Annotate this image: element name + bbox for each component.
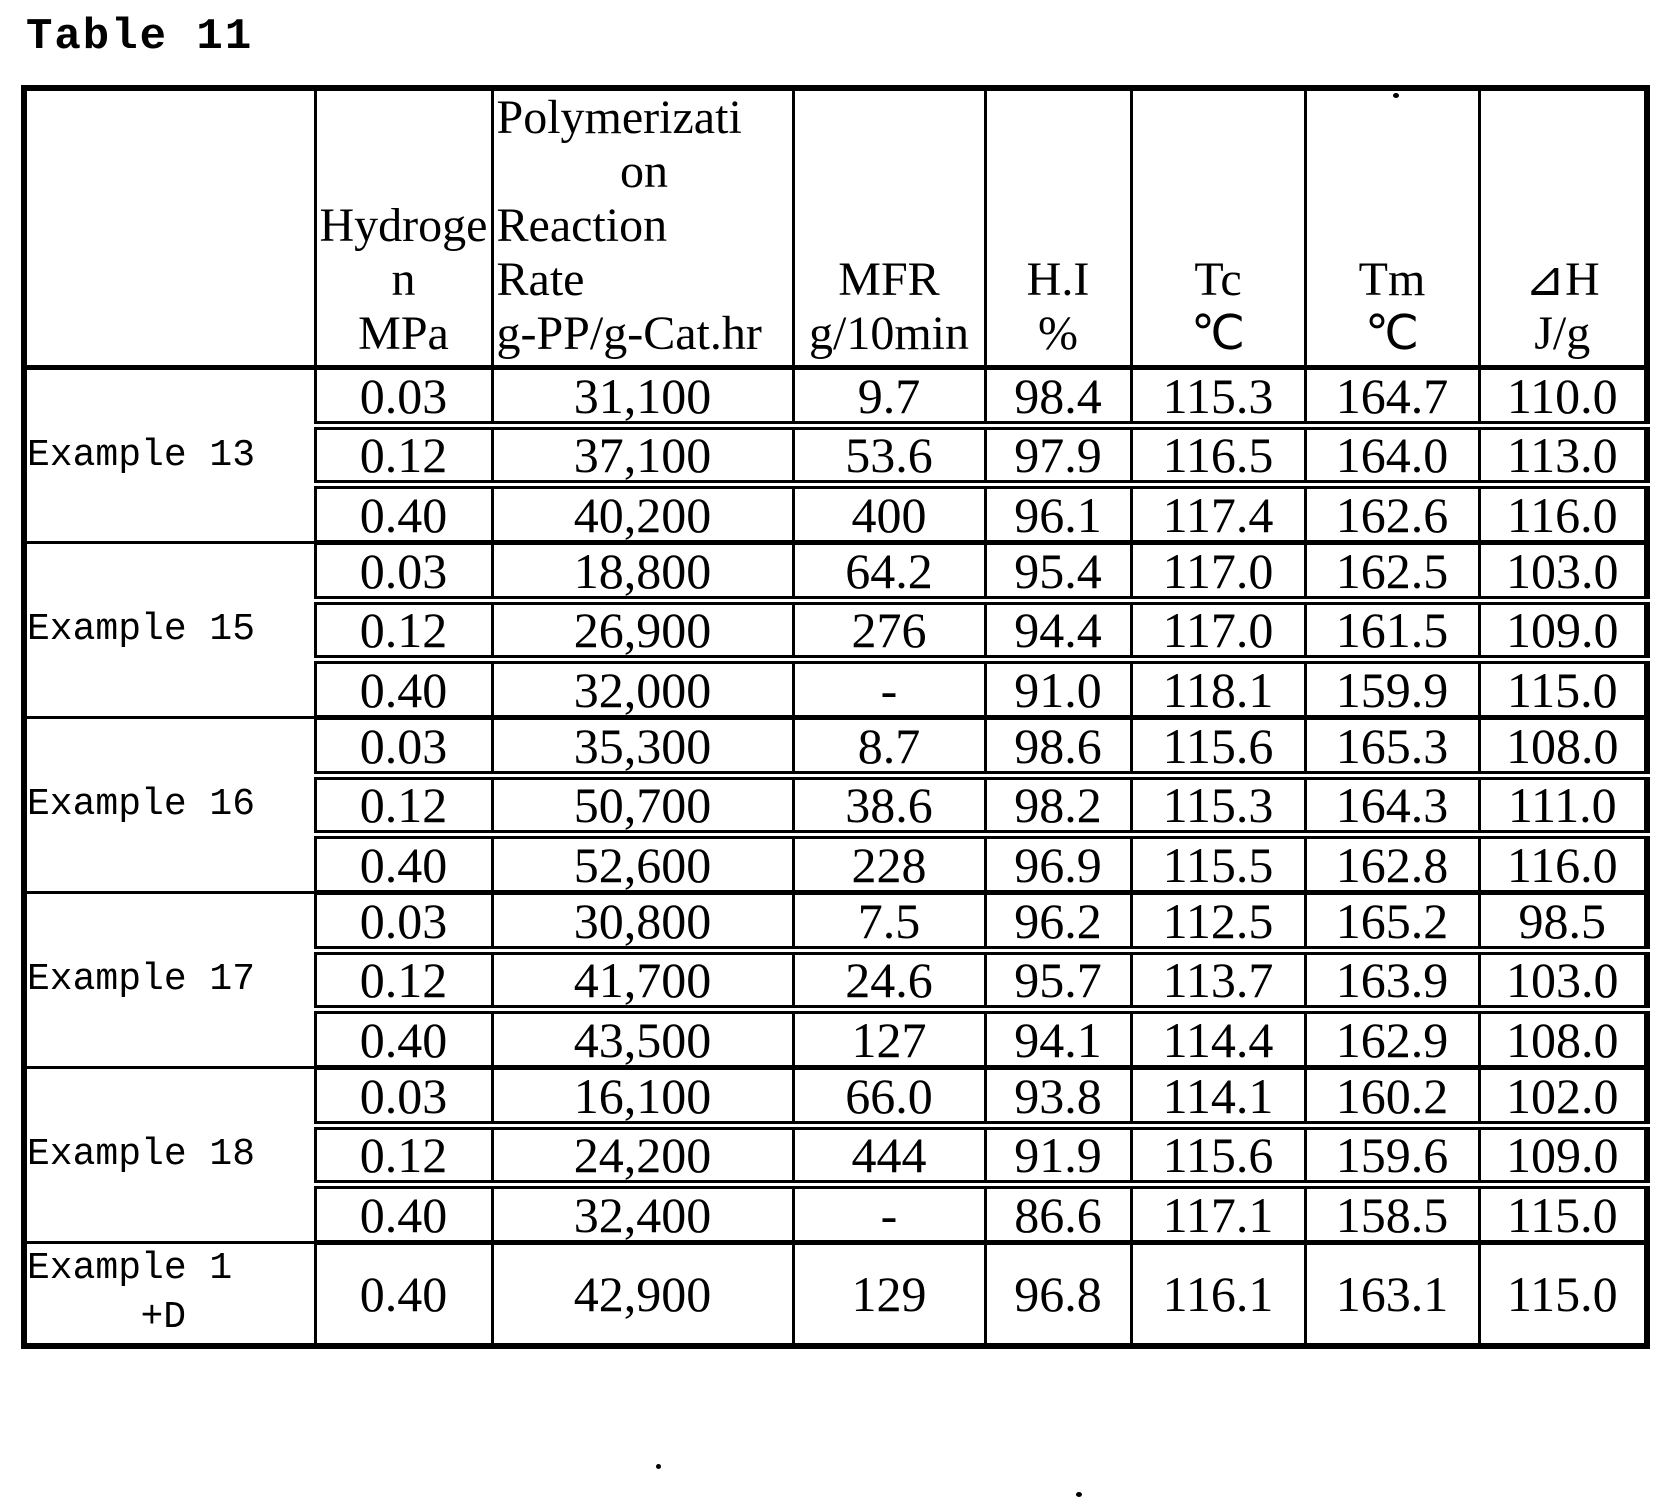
results-table xyxy=(21,85,1650,1349)
data-cell: 95.7 xyxy=(985,951,1131,1010)
data-cell: 0.40 xyxy=(315,485,492,543)
table-row xyxy=(24,543,1647,601)
row-group-label-text: Example 15 xyxy=(27,608,256,652)
data-cell: 26,900 xyxy=(492,601,793,660)
data-cell: 111.0 xyxy=(1479,776,1647,835)
data-cell: 159.6 xyxy=(1305,1126,1479,1185)
data-cell: 158.5 xyxy=(1305,1185,1479,1243)
data-cell: 116.1 xyxy=(1131,1243,1305,1346)
data-cell: 53.6 xyxy=(793,426,985,485)
data-cell: 64.2 xyxy=(793,543,985,601)
header-line: Reaction xyxy=(496,199,668,252)
header-unit: g-PP/g-Cat.hr xyxy=(496,307,762,360)
data-cell: 228 xyxy=(793,835,985,893)
row-group-label-text: Example 13 xyxy=(27,433,256,477)
header-unit: g/10min xyxy=(808,307,969,360)
data-cell: 115.0 xyxy=(1479,1185,1647,1243)
data-cell: 109.0 xyxy=(1479,601,1647,660)
row-group-label-suffix: +D xyxy=(140,1296,187,1340)
data-cell: 115.3 xyxy=(1131,368,1305,426)
data-cell: 0.12 xyxy=(315,601,492,660)
header-line: MFR xyxy=(838,253,940,306)
data-cell: 276 xyxy=(793,601,985,660)
header-unit: MPa xyxy=(358,307,449,360)
col-header-hi xyxy=(985,88,1131,368)
data-cell: 0.12 xyxy=(315,776,492,835)
data-cell: 113.7 xyxy=(1131,951,1305,1010)
data-cell: 114.1 xyxy=(1131,1068,1305,1126)
data-cell: 9.7 xyxy=(793,368,985,426)
data-cell: 118.1 xyxy=(1131,660,1305,718)
data-cell: 110.0 xyxy=(1479,368,1647,426)
data-cell: 116.0 xyxy=(1479,485,1647,543)
data-cell: 127 xyxy=(793,1010,985,1068)
scan-speck xyxy=(656,1464,661,1469)
data-cell: 112.5 xyxy=(1131,893,1305,951)
data-cell: 0.12 xyxy=(315,1126,492,1185)
data-cell: 400 xyxy=(793,485,985,543)
data-cell: 0.40 xyxy=(315,835,492,893)
data-cell: 115.0 xyxy=(1479,1243,1647,1346)
data-cell: 0.12 xyxy=(315,426,492,485)
data-cell: 165.3 xyxy=(1305,718,1479,776)
data-cell: 94.4 xyxy=(985,601,1131,660)
data-cell: 117.4 xyxy=(1131,485,1305,543)
data-cell: 0.03 xyxy=(315,543,492,601)
data-cell: 24,200 xyxy=(492,1126,793,1185)
data-cell: 444 xyxy=(793,1126,985,1185)
data-cell: 160.2 xyxy=(1305,1068,1479,1126)
data-cell: 0.03 xyxy=(315,368,492,426)
data-cell: 162.6 xyxy=(1305,485,1479,543)
data-cell: 95.4 xyxy=(985,543,1131,601)
data-cell: 98.6 xyxy=(985,718,1131,776)
data-cell: 0.03 xyxy=(315,718,492,776)
data-cell: 43,500 xyxy=(492,1010,793,1068)
data-cell: 115.6 xyxy=(1131,1126,1305,1185)
table-header xyxy=(24,88,1647,368)
row-group-label xyxy=(24,1068,315,1243)
data-cell: 0.03 xyxy=(315,893,492,951)
header-unit: J/g xyxy=(1534,307,1591,360)
data-cell: 8.7 xyxy=(793,718,985,776)
row-group-label xyxy=(24,543,315,718)
data-cell: 37,100 xyxy=(492,426,793,485)
col-header-delta-h xyxy=(1479,88,1647,368)
data-cell: 161.5 xyxy=(1305,601,1479,660)
data-cell: 66.0 xyxy=(793,1068,985,1126)
header-unit: % xyxy=(1038,307,1078,360)
data-cell: 0.40 xyxy=(315,1185,492,1243)
col-header-tm xyxy=(1305,88,1479,368)
table-row xyxy=(24,1243,1647,1346)
data-cell: 103.0 xyxy=(1479,543,1647,601)
row-group-label xyxy=(24,1243,315,1346)
data-cell: 40,200 xyxy=(492,485,793,543)
data-cell: 117.0 xyxy=(1131,543,1305,601)
header-line: Tm xyxy=(1358,253,1426,306)
data-cell: 32,400 xyxy=(492,1185,793,1243)
table-row xyxy=(24,893,1647,951)
data-cell: 115.3 xyxy=(1131,776,1305,835)
header-line delta-h-symbol: ⊿H xyxy=(1524,253,1600,306)
data-cell: 113.0 xyxy=(1479,426,1647,485)
data-cell: 115.6 xyxy=(1131,718,1305,776)
header-line: Polymerizati xyxy=(496,91,742,144)
data-cell: 38.6 xyxy=(793,776,985,835)
data-cell: 109.0 xyxy=(1479,1126,1647,1185)
data-cell: - xyxy=(793,660,985,718)
data-cell: 0.40 xyxy=(315,660,492,718)
data-cell: 0.40 xyxy=(315,1010,492,1068)
row-group-label-text: Example 18 xyxy=(27,1133,256,1177)
row-group-label xyxy=(24,368,315,543)
data-cell: - xyxy=(793,1185,985,1243)
data-cell: 0.40 xyxy=(315,1243,492,1346)
data-cell: 162.9 xyxy=(1305,1010,1479,1068)
data-cell: 96.2 xyxy=(985,893,1131,951)
data-cell: 163.9 xyxy=(1305,951,1479,1010)
data-cell: 165.2 xyxy=(1305,893,1479,951)
data-cell: 108.0 xyxy=(1479,1010,1647,1068)
data-cell: 114.4 xyxy=(1131,1010,1305,1068)
header-line: H.I xyxy=(1026,253,1090,306)
data-cell: 164.3 xyxy=(1305,776,1479,835)
scan-speck xyxy=(1393,93,1399,98)
header-unit: ℃ xyxy=(1365,307,1419,360)
data-cell: 108.0 xyxy=(1479,718,1647,776)
data-cell: 163.1 xyxy=(1305,1243,1479,1346)
row-group-label-text: Example 17 xyxy=(27,958,256,1002)
row-group-label-text: Example 1 xyxy=(27,1247,233,1290)
data-cell: 30,800 xyxy=(492,893,793,951)
data-cell: 116.0 xyxy=(1479,835,1647,893)
data-cell: 42,900 xyxy=(492,1243,793,1346)
col-header-mfr xyxy=(793,88,985,368)
data-cell: 0.03 xyxy=(315,1068,492,1126)
table-title: Table 11 xyxy=(26,12,254,62)
table-row xyxy=(24,368,1647,426)
col-header-hydrogen xyxy=(315,88,492,368)
row-group-label-text: Example 16 xyxy=(27,783,256,827)
data-cell: 162.5 xyxy=(1305,543,1479,601)
col-header-tc xyxy=(1131,88,1305,368)
header-line: Hydroge xyxy=(319,199,488,252)
header-unit: ℃ xyxy=(1191,307,1245,360)
data-cell: 116.5 xyxy=(1131,426,1305,485)
data-cell: 93.8 xyxy=(985,1068,1131,1126)
data-cell: 7.5 xyxy=(793,893,985,951)
header-line: on xyxy=(620,145,668,198)
data-cell: 96.8 xyxy=(985,1243,1131,1346)
data-cell: 162.8 xyxy=(1305,835,1479,893)
data-cell: 31,100 xyxy=(492,368,793,426)
data-cell: 41,700 xyxy=(492,951,793,1010)
table-row xyxy=(24,718,1647,776)
data-cell: 115.5 xyxy=(1131,835,1305,893)
data-cell: 115.0 xyxy=(1479,660,1647,718)
data-cell: 98.4 xyxy=(985,368,1131,426)
data-cell: 96.1 xyxy=(985,485,1131,543)
col-header-polymerization-rate xyxy=(492,88,793,368)
header-line: Tc xyxy=(1194,253,1242,306)
data-cell: 86.6 xyxy=(985,1185,1131,1243)
data-cell: 50,700 xyxy=(492,776,793,835)
data-cell: 117.1 xyxy=(1131,1185,1305,1243)
table-row xyxy=(24,1068,1647,1126)
data-cell: 102.0 xyxy=(1479,1068,1647,1126)
header-line: n xyxy=(391,253,416,306)
data-cell: 24.6 xyxy=(793,951,985,1010)
row-group-label xyxy=(24,718,315,893)
data-cell: 91.9 xyxy=(985,1126,1131,1185)
results-table-body xyxy=(24,368,1647,1346)
data-cell: 52,600 xyxy=(492,835,793,893)
data-cell: 0.12 xyxy=(315,951,492,1010)
col-header-row-label xyxy=(24,88,315,368)
data-cell: 98.2 xyxy=(985,776,1131,835)
row-group-label xyxy=(24,893,315,1068)
data-cell: 98.5 xyxy=(1479,893,1647,951)
scan-speck xyxy=(1076,1492,1082,1497)
data-cell: 32,000 xyxy=(492,660,793,718)
data-cell: 97.9 xyxy=(985,426,1131,485)
data-cell: 159.9 xyxy=(1305,660,1479,718)
data-cell: 117.0 xyxy=(1131,601,1305,660)
data-cell: 103.0 xyxy=(1479,951,1647,1010)
data-cell: 96.9 xyxy=(985,835,1131,893)
data-cell: 129 xyxy=(793,1243,985,1346)
data-cell: 18,800 xyxy=(492,543,793,601)
data-cell: 164.0 xyxy=(1305,426,1479,485)
data-cell: 16,100 xyxy=(492,1068,793,1126)
data-cell: 35,300 xyxy=(492,718,793,776)
data-cell: 94.1 xyxy=(985,1010,1131,1068)
data-cell: 164.7 xyxy=(1305,368,1479,426)
header-line: Rate xyxy=(496,253,585,306)
data-cell: 91.0 xyxy=(985,660,1131,718)
header-row xyxy=(24,88,1647,368)
